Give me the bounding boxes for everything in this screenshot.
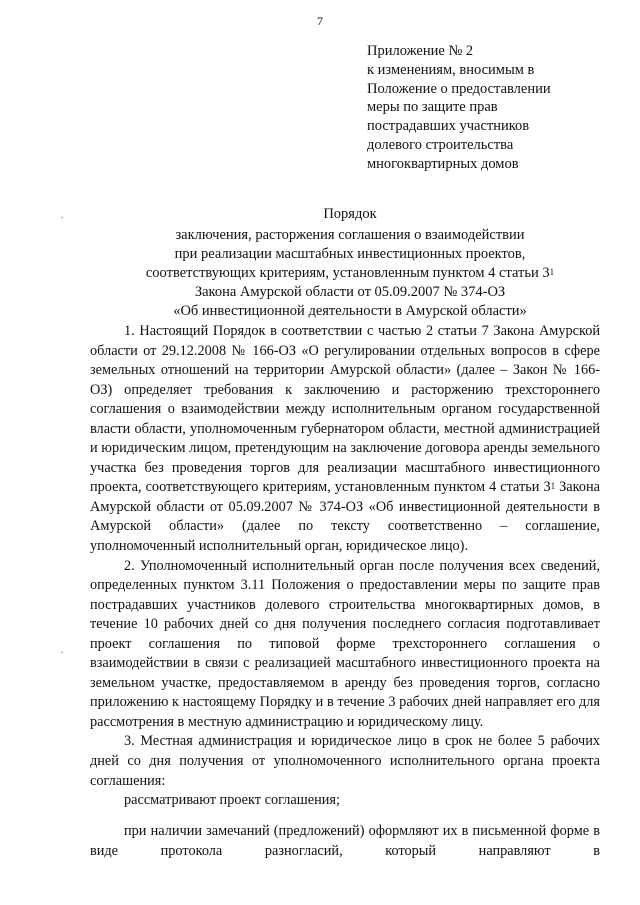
title-line: «Об инвестиционной деятельности в Амурской области» (173, 303, 527, 319)
superscript: 1 (550, 481, 556, 492)
scan-speck: · (60, 645, 64, 659)
document-body (90, 322, 600, 811)
appendix-line: Положение о предоставлении (367, 80, 551, 97)
appendix-line: многоквартирных домов (367, 155, 519, 172)
paragraph-4: рассматривают проект соглашения; (124, 792, 340, 809)
appendix-line: Приложение № 2 (367, 43, 474, 59)
page-number: 7 (317, 14, 323, 28)
paragraph-3: 3. Местная администрация и юридическое лицо в срок не более 5 рабочих дней со дня получения от уполномоченного исполнительного органа проекта соглашения: (90, 733, 600, 789)
paragraph-text: Закона Амурской области от 05.09.2007 № 374-ОЗ «Об инвестиционной деятельности в Амурской области» (далее по тексту соответственно – соглашение, уполномоченный исполнительный орган, юридическое лицо). (90, 479, 601, 555)
title-line: при реализации масштабных инвестиционных проектов, (174, 246, 526, 262)
appendix-line: пострадавших участников (367, 118, 530, 135)
superscript: 1 (549, 267, 555, 277)
title-heading: Порядок (323, 206, 377, 222)
appendix-header (367, 42, 627, 174)
paragraph-text: 1. Настоящий Порядок в соответствии с частью 2 статьи 7 Закона Амурской области от 29.12.2008 № 166-ОЗ «О регулировании отдельных вопросов в сфере земельных отношений на территории Амурской области» (далее – Закон № 166-ОЗ) определяет требования к заключению и расторжению трехстороннего соглашения о взаимодействии между исполнительным органом государственной власти области, уполномоченным губернатором области, местной администрацией и юридическим лицом, претендующим на заключение договора аренды земельного участка без проведения торгов для реализации масштабного инвестиционного проекта, соответствующего критериям, установленным пунктом 4 статьи 3 (90, 323, 600, 496)
title-line-text: соответствующих критериям, установленным пунктом 4 статьи 3 (145, 265, 550, 281)
title-line: заключения, расторжения соглашения о взаимодействии (175, 227, 525, 243)
paragraph-1 (90, 322, 600, 557)
document-body-tail (90, 822, 600, 861)
paragraph-2: 2. Уполномоченный исполнительный орган после получения всех сведений, определенных пунктом 3.11 Положения о предоставлении меры по защите прав пострадавших участников долевого строительства многоквартирных домов, в течение 10 рабочих дней со дня получения последнего согласия подготавливает проект соглашения по типовой форме трехстороннего соглашения о взаимодействии в связи с реализацией масштабного инвестиционного проекта на земельном участке, предоставляемом в аренду без проведения торгов, согласно приложению к настоящему Порядку и в течение 3 рабочих дней направляет его для рассмотрения в местную администрацию и юридическому лицу. (90, 557, 600, 730)
scan-speck: · (60, 210, 64, 224)
title-line (60, 264, 640, 283)
paragraph-5: при наличии замечаний (предложений) оформляют их в письменной форме в виде протокола разногласий, который направляют в (90, 823, 600, 859)
appendix-line: к изменениям, вносимым в (367, 61, 535, 78)
appendix-line: меры по защите прав (367, 99, 498, 116)
document-title (60, 205, 640, 321)
appendix-line: долевого строительства (367, 136, 514, 153)
title-line: Закона Амурской области от 05.09.2007 № 374-ОЗ (194, 284, 506, 300)
